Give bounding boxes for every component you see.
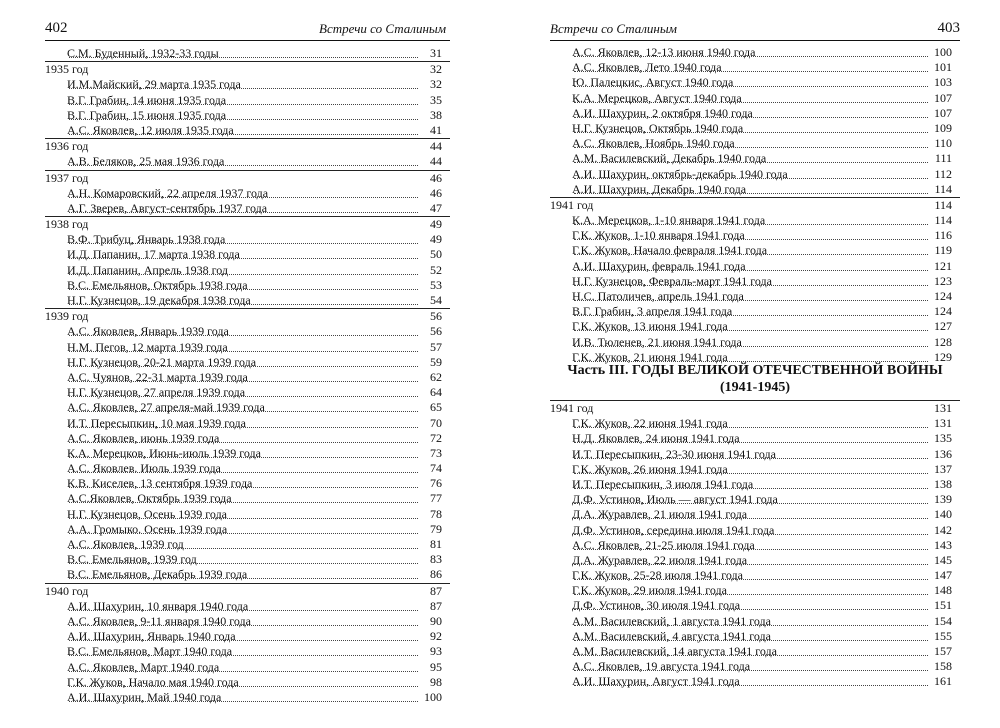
toc-entry-page: 54 xyxy=(430,293,442,307)
toc-entry-text: А.С. Чуянов, 22-31 марта 1939 года xyxy=(67,369,248,384)
toc-entry xyxy=(45,186,450,201)
toc-entry xyxy=(550,60,960,75)
toc-entry-text: А.В. Беляков, 25 мая 1936 года xyxy=(67,154,225,169)
section-years: (1941-1945) xyxy=(720,380,790,395)
toc-entry xyxy=(550,674,960,689)
header-rule xyxy=(45,40,450,41)
toc-entry xyxy=(45,461,450,476)
toc-entry-page: 114 xyxy=(934,197,952,212)
toc-entry xyxy=(550,431,960,446)
toc-entry-text: А.И. Шахурин, 2 октября 1940 года xyxy=(572,105,753,120)
toc-entry xyxy=(45,201,450,216)
toc-entry xyxy=(550,492,960,507)
toc-entry xyxy=(550,91,960,106)
toc-entry-page: 100 xyxy=(424,689,442,704)
toc-entry-page: 92 xyxy=(430,629,442,644)
toc-entry-page: 46 xyxy=(430,170,442,185)
toc-entry-page: 147 xyxy=(934,568,952,583)
toc-entry-page: 135 xyxy=(934,431,952,446)
page-header xyxy=(45,20,450,42)
toc-entry xyxy=(45,431,450,446)
toc-entry-text: 1938 год xyxy=(45,217,89,232)
toc-entry-page: 90 xyxy=(430,613,442,628)
toc-entry-page: 52 xyxy=(430,262,442,277)
toc-entry-text: Г.К. Жуков, Начало февраля 1941 года xyxy=(572,243,768,258)
toc-entry-text: Н.Г. Кузнецов, Октябрь 1940 года xyxy=(572,120,744,135)
toc-entry-page: 86 xyxy=(430,567,442,582)
toc-entry-text: Д.А. Журавлев, 21 июля 1941 года xyxy=(572,507,748,522)
toc-entry-page: 107 xyxy=(934,105,952,120)
toc-entry xyxy=(45,446,450,461)
toc-entry-text: А.И. Шахурин, февраль 1941 года xyxy=(572,258,746,273)
toc-entry-text: Н.С. Патоличев, апрель 1941 года xyxy=(572,289,744,303)
toc-entry-page: 72 xyxy=(430,430,442,445)
toc-entry-text: 1937 год xyxy=(45,170,89,185)
toc-entry-page: 157 xyxy=(934,644,952,658)
toc-entry-page: 98 xyxy=(430,674,442,689)
toc-entry-page: 73 xyxy=(430,445,442,460)
toc-entry-text: Н.Г. Кузнецов, 20-21 марта 1939 года xyxy=(67,354,257,369)
toc-entry-text: А.С. Яковлев, 12-13 июня 1940 года xyxy=(572,45,756,59)
toc-entry-page: 56 xyxy=(430,324,442,339)
toc-entry xyxy=(45,599,450,614)
toc-entry xyxy=(45,660,450,675)
toc-entry-text: А.С.Яковлев, Октябрь 1939 года xyxy=(67,491,232,506)
toc-entry-text: 1936 год xyxy=(45,139,89,154)
toc-entry-text: Д.Ф. Устинов, середина июля 1941 года xyxy=(572,522,775,537)
toc-entry-text: Н.Г. Кузнецов, 27 апреля 1939 года xyxy=(67,385,246,400)
toc-entry-page: 93 xyxy=(430,644,442,659)
toc-entry-text: А.С. Яковлев, 21-25 июля 1941 года xyxy=(572,537,755,552)
toc-entry xyxy=(550,583,960,598)
toc-entry xyxy=(45,247,450,262)
toc-entry xyxy=(550,659,960,674)
toc-entry-page: 41 xyxy=(430,122,442,137)
toc-entry-text: Н.Г. Кузнецов, Осень 1939 года xyxy=(67,506,227,521)
toc-entry-page: 138 xyxy=(934,476,952,491)
toc-entry-text: Г.К. Жуков, 29 июля 1941 года xyxy=(572,583,727,598)
toc-entry xyxy=(45,46,450,61)
toc-entry-text: 1939 год xyxy=(45,309,89,324)
toc-entry-page: 44 xyxy=(430,139,442,154)
toc-entry-page: 70 xyxy=(430,415,442,430)
toc-entry-text: А.И. Шахурин, Май 1940 года xyxy=(67,689,222,704)
toc-entry-page: 83 xyxy=(430,552,442,567)
toc-entry xyxy=(550,319,960,334)
toc-entry-text: А.И. Шахурин, Август 1941 года xyxy=(572,674,740,689)
toc-entry-text: И.Т. Пересыпкин, 23-30 июня 1941 года xyxy=(572,446,776,461)
toc-entry-page: 140 xyxy=(934,507,952,522)
toc-entry xyxy=(45,629,450,644)
toc-entry-page: 49 xyxy=(430,217,442,232)
toc-entry-page: 53 xyxy=(430,277,442,292)
toc-entry-page: 78 xyxy=(430,506,442,521)
toc-entry xyxy=(550,289,960,304)
toc-entry xyxy=(550,462,960,477)
toc-year-heading xyxy=(45,308,450,324)
toc-entry-page: 76 xyxy=(430,476,442,491)
toc-entry xyxy=(45,355,450,370)
toc-entry xyxy=(45,293,450,308)
toc-entry-text: Г.К. Жуков, 21 июня 1941 года xyxy=(572,349,728,364)
running-title: Встречи со Сталиным xyxy=(319,21,446,36)
toc-entry xyxy=(45,416,450,431)
toc-year-heading xyxy=(550,400,960,416)
toc-entry xyxy=(550,447,960,462)
toc-entry-text: К.А. Мерецков, Август 1940 года xyxy=(572,90,742,105)
section-heading xyxy=(550,362,960,396)
toc-entry-text: А.С. Яковлев, 27 апреля-май 1939 года xyxy=(67,400,265,415)
toc-entry-text: И.Т. Пересыпкин, 10 мая 1939 года xyxy=(67,415,246,430)
toc-entry-page: 65 xyxy=(430,400,442,415)
toc-entry-text: В.С. Емельянов, 1939 год xyxy=(67,552,197,567)
toc-entry-text: Н.Г. Кузнецов, Февраль-март 1941 года xyxy=(572,273,772,288)
toc-entry-page: 47 xyxy=(430,200,442,215)
toc-entry xyxy=(45,567,450,582)
toc-entry-text: Г.К. Жуков, 26 июня 1941 года xyxy=(572,461,728,476)
toc-entry-page: 49 xyxy=(430,232,442,247)
toc-entry-page: 62 xyxy=(430,369,442,384)
toc-entry xyxy=(45,614,450,629)
toc-entry-text: А.С. Яковлев, 12 июля 1935 года xyxy=(67,122,234,137)
toc-entry xyxy=(550,304,960,319)
toc-entry-text: А.М. Василевский, 14 августа 1941 года xyxy=(572,644,777,658)
toc-entry xyxy=(45,690,450,705)
toc-entry-text: А.М. Василевский, 1 августа 1941 года xyxy=(572,613,771,628)
toc-entry-text: А.С. Яковлев. Июль 1939 года xyxy=(67,461,221,476)
toc-entry xyxy=(550,335,960,350)
toc-entry-page: 44 xyxy=(430,154,442,169)
toc-entry-page: 101 xyxy=(934,60,952,75)
toc-entry-text: 1941 год xyxy=(550,401,594,415)
toc-entry-page: 127 xyxy=(934,319,952,334)
toc-entry xyxy=(550,106,960,121)
toc-entry-text: Н.Г. Кузнецов, 19 декабря 1938 года xyxy=(67,293,251,307)
toc-entry-page: 123 xyxy=(934,273,952,288)
toc-list xyxy=(45,46,450,705)
toc-entry-text: В.С. Емельянов, Октябрь 1938 года xyxy=(67,277,248,292)
toc-entry-page: 107 xyxy=(934,90,952,105)
toc-entry-page: 79 xyxy=(430,521,442,536)
toc-entry-page: 64 xyxy=(430,385,442,400)
toc-entry-text: Ю. Палецкис, Август 1940 года xyxy=(572,75,734,90)
toc-entry xyxy=(550,523,960,538)
toc-entry-text: В.Г. Грабин, 3 апреля 1941 года xyxy=(572,304,733,319)
toc-entry-text: И.В. Тюленев, 21 июня 1941 года xyxy=(572,334,742,349)
toc-entry xyxy=(550,213,960,228)
toc-entry-page: 151 xyxy=(934,598,952,613)
toc-entry-page: 139 xyxy=(934,492,952,507)
toc-entry-page: 137 xyxy=(934,461,952,476)
toc-entry-text: И.Д. Папанин, Апрель 1938 год xyxy=(67,262,228,277)
toc-entry-text: 1940 год xyxy=(45,583,89,598)
toc-entry-text: Г.К. Жуков, 13 июня 1941 года xyxy=(572,319,728,334)
toc-entry xyxy=(550,167,960,182)
toc-entry-page: 158 xyxy=(934,659,952,674)
toc-entry-page: 87 xyxy=(430,598,442,613)
toc-entry-page: 124 xyxy=(934,289,952,303)
toc-entry xyxy=(45,400,450,415)
toc-entry xyxy=(550,507,960,522)
toc-year-heading xyxy=(45,138,450,154)
toc-entry xyxy=(45,108,450,123)
running-title: Встречи со Сталиным xyxy=(550,21,677,36)
toc-entry-page: 161 xyxy=(934,674,952,689)
toc-list xyxy=(550,400,960,690)
toc-entry xyxy=(45,232,450,247)
toc-entry-page: 56 xyxy=(430,309,442,324)
toc-entry-page: 136 xyxy=(934,446,952,461)
toc-entry xyxy=(45,77,450,92)
toc-entry-text: А.А. Громыко. Осень 1939 года xyxy=(67,521,228,536)
toc-list xyxy=(550,45,960,365)
toc-entry xyxy=(45,522,450,537)
toc-entry xyxy=(550,75,960,90)
toc-entry xyxy=(45,263,450,278)
toc-entry-page: 109 xyxy=(934,120,952,135)
toc-entry xyxy=(550,568,960,583)
toc-entry-text: В.Г. Грабин, 14 июня 1935 года xyxy=(67,92,227,107)
toc-entry-page: 81 xyxy=(430,537,442,551)
toc-entry-page: 38 xyxy=(430,107,442,122)
toc-entry-text: А.С. Яковлев, июнь 1939 года xyxy=(67,430,220,445)
toc-entry-page: 35 xyxy=(430,92,442,107)
toc-entry-page: 121 xyxy=(934,258,952,273)
toc-entry-page: 148 xyxy=(934,583,952,598)
toc-entry-text: С.М. Буденный, 1932-33 годы xyxy=(67,46,219,60)
toc-entry xyxy=(550,274,960,289)
section-title: Часть III. ГОДЫ ВЕЛИКОЙ ОТЕЧЕСТВЕННОЙ ВОЙНЫ xyxy=(567,363,943,378)
toc-entry-text: В.Г. Грабин, 15 июня 1935 года xyxy=(67,107,227,122)
toc-entry-text: А.М. Василевский, Декабрь 1940 года xyxy=(572,151,767,166)
toc-entry-text: А.С. Яковлев, 1939 год xyxy=(67,537,184,551)
toc-entry-text: В.С. Емельянов, Март 1940 года xyxy=(67,644,233,659)
toc-entry-page: 100 xyxy=(934,45,952,59)
toc-entry-page: 145 xyxy=(934,552,952,567)
toc-entry-page: 114 xyxy=(934,181,952,196)
page-header xyxy=(550,20,960,42)
toc-entry-page: 142 xyxy=(934,522,952,537)
toc-entry-page: 110 xyxy=(934,136,952,151)
toc-entry xyxy=(550,136,960,151)
toc-entry xyxy=(45,278,450,293)
toc-entry-text: К.В. Киселев, 13 сентября 1939 года xyxy=(67,476,253,491)
right-page xyxy=(500,0,1000,728)
toc-entry xyxy=(550,598,960,613)
toc-entry-text: Г.К. Жуков, Начало мая 1940 года xyxy=(67,674,239,689)
toc-entry-page: 131 xyxy=(934,416,952,431)
toc-entry-text: В.С. Емельянов, Декабрь 1939 года xyxy=(67,567,248,582)
toc-entry xyxy=(550,121,960,136)
toc-entry xyxy=(550,243,960,258)
toc-year-heading xyxy=(45,61,450,77)
toc-entry-text: А.И. Шахурин, октябрь-декабрь 1940 года xyxy=(572,166,788,181)
toc-entry-text: А.И. Шахурин, Декабрь 1940 года xyxy=(572,181,747,196)
toc-entry xyxy=(550,259,960,274)
toc-entry-page: 131 xyxy=(934,401,952,415)
toc-entry xyxy=(550,614,960,629)
toc-entry-text: А.С. Яковлев, Ноябрь 1940 года xyxy=(572,136,735,151)
toc-entry-page: 129 xyxy=(934,349,952,364)
toc-entry-text: Г.К. Жуков, 1-10 января 1941 года xyxy=(572,228,745,243)
header-rule xyxy=(550,40,960,41)
toc-entry xyxy=(45,552,450,567)
toc-entry-text: А.И. Шахурин, 10 января 1940 года xyxy=(67,598,249,613)
toc-entry xyxy=(45,93,450,108)
toc-entry xyxy=(45,340,450,355)
toc-entry-page: 103 xyxy=(934,75,952,90)
toc-year-heading xyxy=(45,170,450,186)
toc-entry-text: К.А. Мерецков, Июнь-июль 1939 года xyxy=(67,445,261,460)
toc-entry-page: 155 xyxy=(934,628,952,643)
toc-entry-page: 59 xyxy=(430,354,442,369)
toc-entry-page: 128 xyxy=(934,334,952,349)
toc-year-heading xyxy=(45,216,450,232)
toc-entry-page: 95 xyxy=(430,659,442,674)
toc-entry xyxy=(550,416,960,431)
toc-entry-text: Г.К. Жуков, 22 июня 1941 года xyxy=(572,416,728,431)
toc-entry xyxy=(550,644,960,659)
page-number: 402 xyxy=(45,20,68,36)
toc-entry xyxy=(45,324,450,339)
toc-entry-text: А.Г. Зверев, Август-сентябрь 1937 года xyxy=(67,200,268,215)
toc-entry-text: Н.Д. Яковлев, 24 июня 1941 года xyxy=(572,431,740,446)
toc-entry-text: 1935 год xyxy=(45,62,89,77)
toc-entry xyxy=(45,385,450,400)
toc-entry-page: 87 xyxy=(430,583,442,598)
toc-entry-page: 114 xyxy=(934,213,952,228)
toc-entry-text: Н.М. Пегов, 12 марта 1939 года xyxy=(67,339,228,354)
toc-entry xyxy=(45,123,450,138)
toc-entry-text: 1941 год xyxy=(550,197,594,212)
toc-entry-text: И.Т. Пересыпкин, 3 июля 1941 года xyxy=(572,476,754,491)
toc-entry xyxy=(550,538,960,553)
toc-entry xyxy=(45,644,450,659)
toc-entry xyxy=(45,537,450,552)
toc-entry-page: 50 xyxy=(430,247,442,262)
toc-entry-text: А.С. Яковлев, Лето 1940 года xyxy=(572,60,722,75)
toc-entry xyxy=(45,675,450,690)
toc-entry-text: Д.Ф. Устинов, Июль — август 1941 года xyxy=(572,492,778,507)
toc-entry-page: 32 xyxy=(430,62,442,77)
toc-entry-text: Г.К. Жуков, 25-28 июля 1941 года xyxy=(572,568,743,583)
toc-entry-text: Д.Ф. Устинов, 30 июля 1941 года xyxy=(572,598,741,613)
toc-entry-text: А.С. Яковлев, 9-11 января 1940 года xyxy=(67,613,251,628)
toc-entry-page: 143 xyxy=(934,537,952,552)
toc-year-heading xyxy=(550,197,960,213)
toc-entry-page: 31 xyxy=(430,46,442,60)
toc-entry-page: 119 xyxy=(934,243,952,258)
toc-entry-page: 46 xyxy=(430,185,442,200)
toc-entry xyxy=(45,154,450,169)
toc-entry-text: Д.А. Журавлев, 22 июля 1941 года xyxy=(572,552,748,567)
toc-year-heading xyxy=(45,583,450,599)
toc-entry-page: 154 xyxy=(934,613,952,628)
toc-entry-page: 111 xyxy=(934,151,952,166)
toc-entry-text: А.М. Василевский, 4 августа 1941 года xyxy=(572,628,771,643)
toc-entry xyxy=(45,491,450,506)
toc-entry xyxy=(550,228,960,243)
toc-entry xyxy=(550,45,960,60)
page-number: 403 xyxy=(937,20,960,36)
toc-entry xyxy=(550,629,960,644)
toc-entry-page: 74 xyxy=(430,461,442,476)
toc-entry-page: 124 xyxy=(934,304,952,319)
toc-entry-text: И.Д. Папанин, 17 марта 1938 года xyxy=(67,247,240,262)
toc-entry xyxy=(550,182,960,197)
toc-entry-page: 77 xyxy=(430,491,442,506)
toc-entry-text: К.А. Мерецков, 1-10 января 1941 года xyxy=(572,213,766,228)
toc-entry-page: 112 xyxy=(934,166,952,181)
toc-entry xyxy=(550,553,960,568)
toc-entry xyxy=(550,151,960,166)
toc-entry-text: И.М.Майский, 29 марта 1935 года xyxy=(67,77,241,92)
toc-entry-text: В.Ф. Трибуц, Январь 1938 года xyxy=(67,232,226,247)
toc-entry xyxy=(45,507,450,522)
toc-entry-page: 57 xyxy=(430,339,442,354)
toc-entry xyxy=(45,370,450,385)
toc-entry-text: А.И. Шахурин, Январь 1940 года xyxy=(67,629,236,644)
toc-entry-text: А.С. Яковлев, Январь 1939 года xyxy=(67,324,229,339)
toc-entry xyxy=(45,476,450,491)
toc-entry-text: А.С. Яковлев, 19 августа 1941 года xyxy=(572,659,751,674)
toc-entry-text: А.С. Яковлев, Март 1940 года xyxy=(67,659,220,674)
toc-entry xyxy=(550,477,960,492)
toc-entry-text: А.Н. Комаровский, 22 апреля 1937 года xyxy=(67,185,269,200)
toc-entry-page: 32 xyxy=(430,77,442,92)
toc-entry-page: 116 xyxy=(934,228,952,243)
